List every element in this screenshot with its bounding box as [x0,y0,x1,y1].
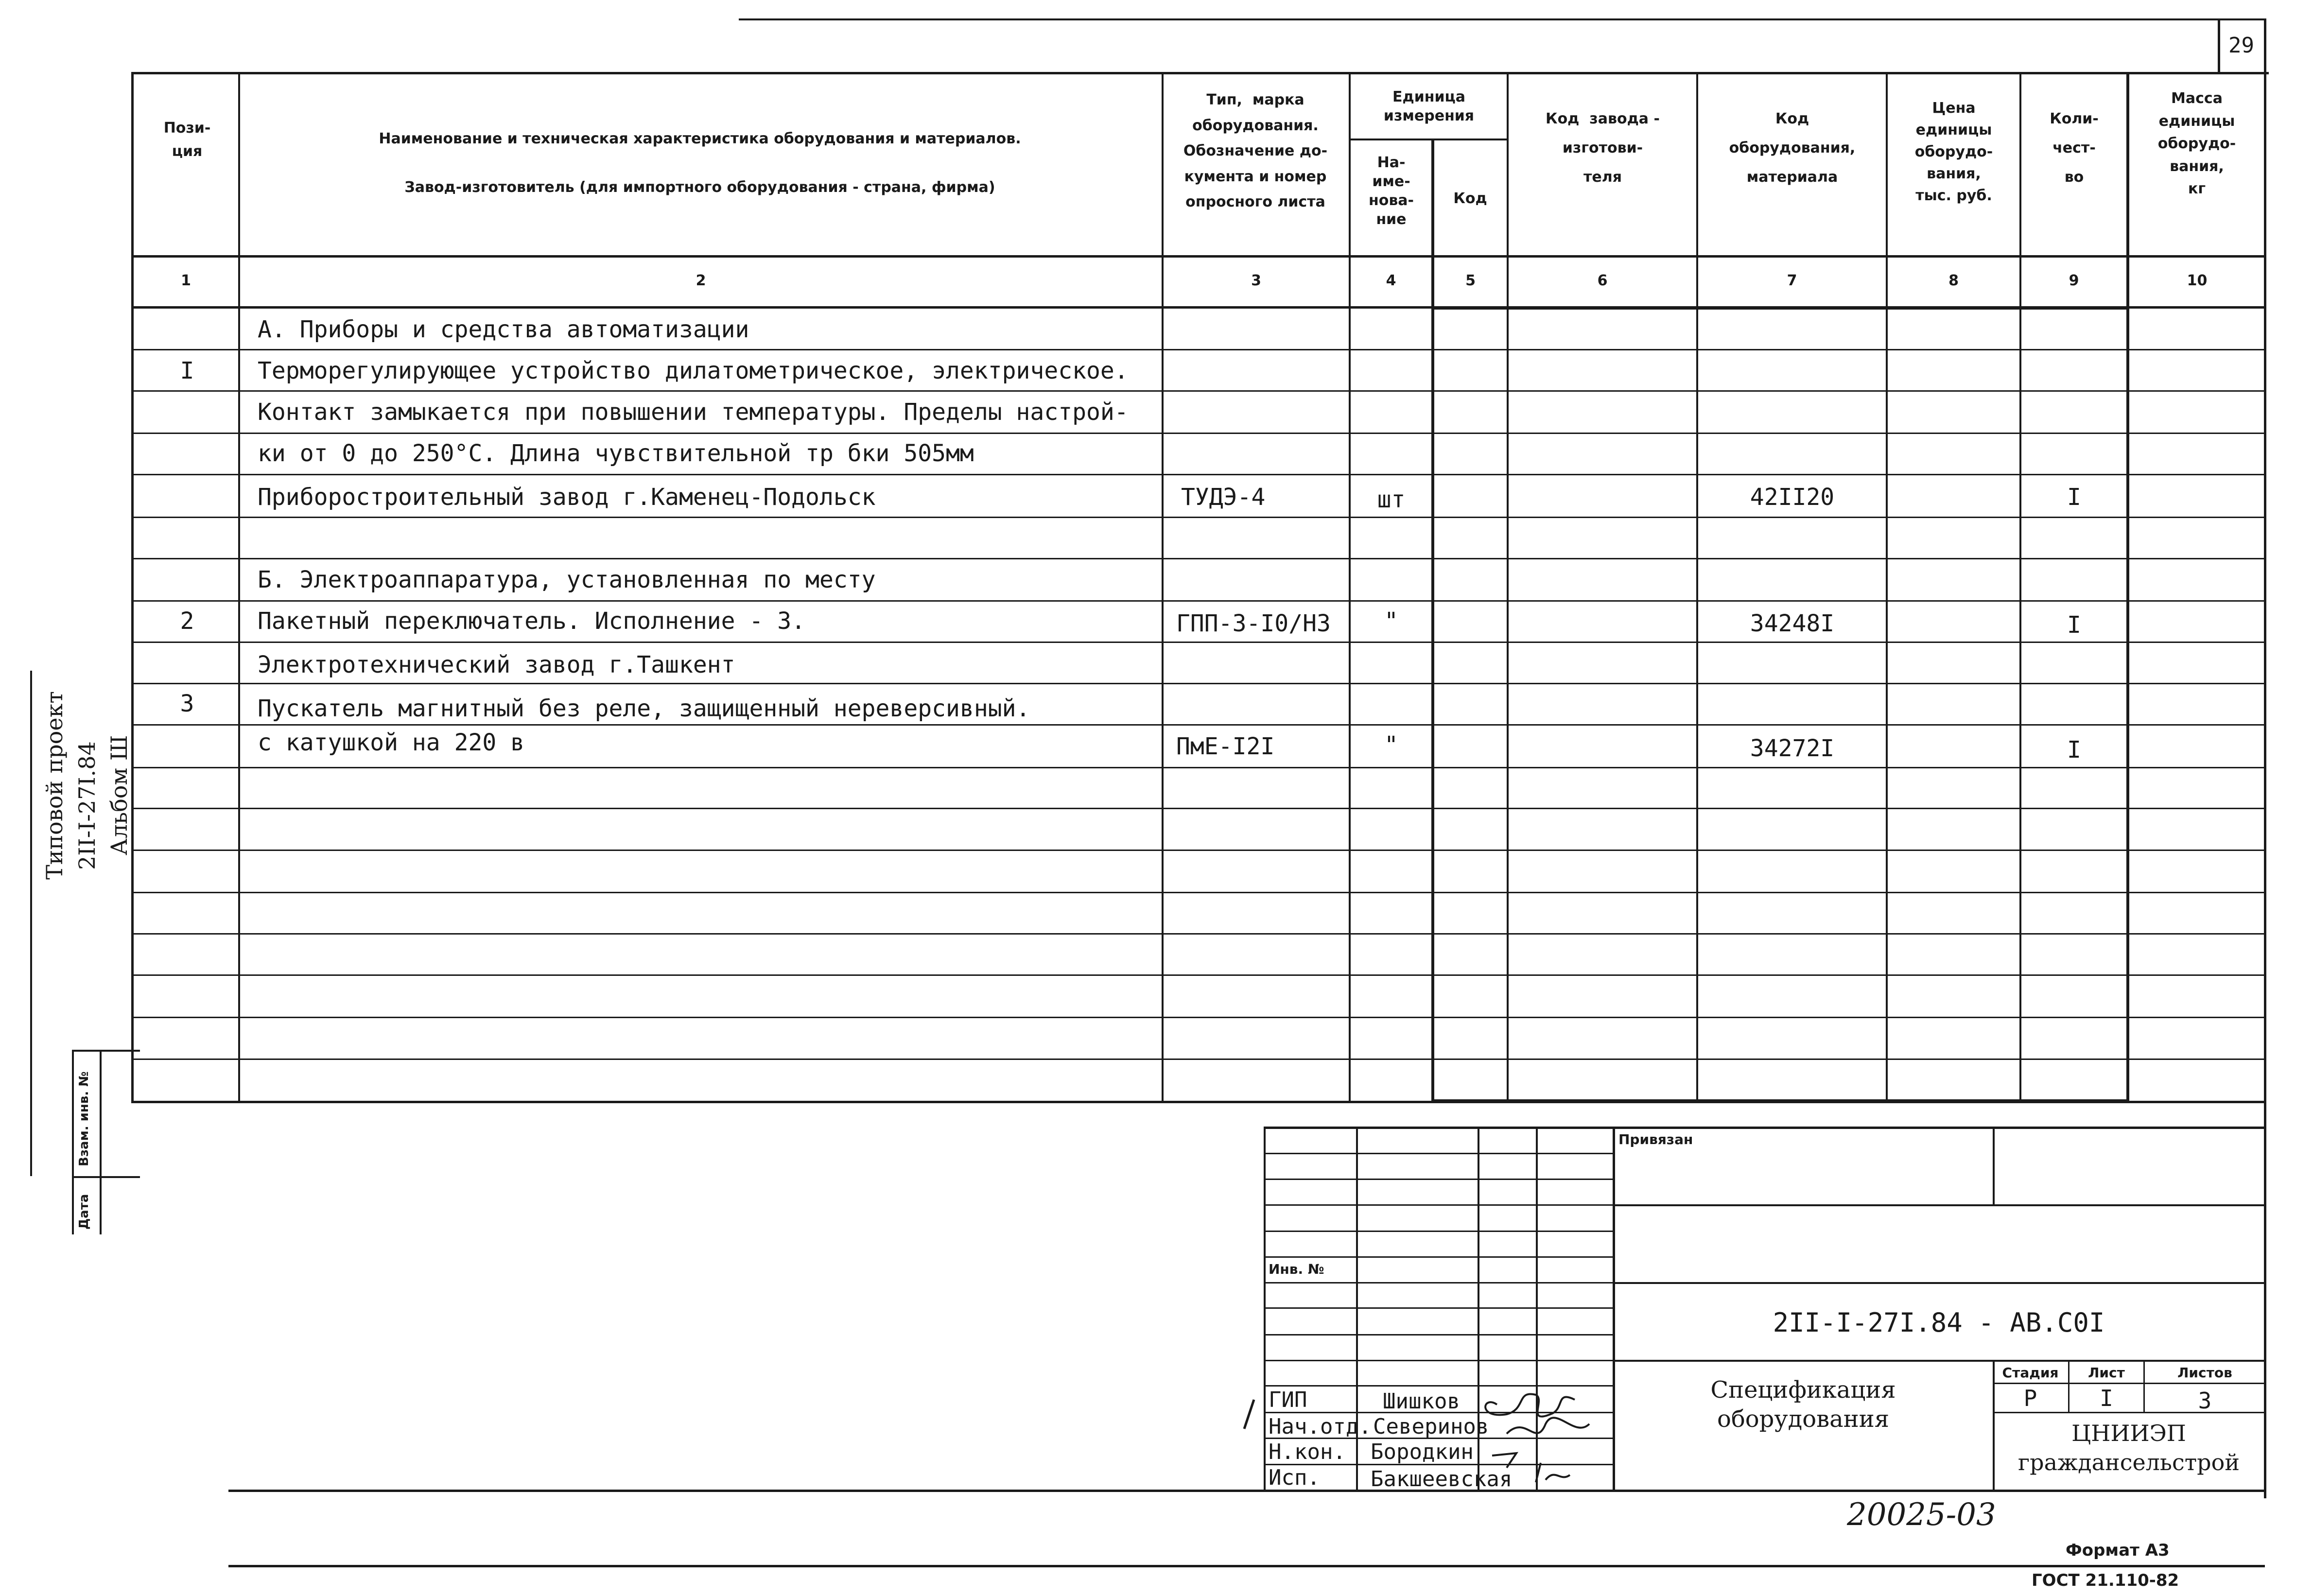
row-name: Пакетный переключатель. Исполнение - 3. [258,607,806,635]
header-unit: Единица измерения [1383,88,1475,124]
tb-role-name: Бородкин [1371,1440,1474,1464]
row-line [131,850,2265,851]
tb-role: Нач.отд. [1269,1414,1372,1439]
col-sep-7 [1886,72,1888,1102]
header-unit-name: На- име- нова- ние [1368,154,1414,228]
row-unit: " [1384,731,1398,759]
row-line [131,974,2265,976]
row-name: А. Приборы и средства автоматизации [258,316,749,343]
col-sep-9 [2126,72,2129,1102]
tb-role-name: Шишков [1383,1389,1460,1414]
col-sep-5 [1507,72,1509,1102]
row-line [131,558,2265,559]
gost-label: ГОСТ 21.110-82 [2032,1571,2179,1590]
tb-right-row [1613,1360,2265,1362]
tb-doc-title: Спецификация оборудования [1710,1376,1896,1433]
tb-stage-label: Стадия [2002,1365,2059,1381]
unit-subheader-line [1349,139,1507,140]
tb-row [1264,1231,1614,1232]
row-line [131,390,2265,392]
side-stamp-line2: 2II-I-27I.84 [74,741,100,870]
tb-role: Н.кон. [1269,1440,1346,1464]
header-position: Пози- ция [163,120,211,160]
header-name-line2: Завод-изготовитель (для импортного оборудования - страна, фирма) [404,179,995,196]
handwritten-number: 20025-03 [1847,1497,1996,1533]
col-sep-6 [1696,72,1698,1102]
col-sep-3 [1349,72,1351,1102]
row-line [131,474,2265,475]
row-line [131,433,2265,434]
tb-row [1264,1179,1614,1180]
row-quantity: I [2067,611,2081,639]
body-thick-bottom [1431,1099,2129,1103]
col-sep-2 [1162,72,1164,1102]
tb-sheets-value: 3 [2198,1388,2212,1414]
tb-role: Исп. [1269,1465,1320,1490]
colnum-9: 9 [2069,272,2079,289]
header-type: Тип, марка оборудования. Обозначение до- кумента и номер опросного листа [1183,91,1328,210]
row-name: Терморегулирующее устройство дилатометрическое, электрическое. [258,357,1129,384]
row-line [131,724,2265,726]
colnum-5: 5 [1465,272,1476,289]
row-line [131,683,2265,684]
tb-doc-code: 2II-I-27I.84 - АВ.С0I [1773,1307,2105,1338]
sheet-number: 29 [2228,33,2254,58]
row-position: I [180,357,194,384]
format-label: Формат А3 [2066,1541,2170,1560]
row-position: 2 [180,607,194,635]
col-sep-1 [238,72,240,1102]
tb-row [1264,1282,1614,1284]
tb-sheet-label: Лист [2088,1365,2125,1381]
colnum-4: 4 [1386,272,1396,289]
tb-row [1264,1307,1614,1309]
tb-row [1264,1153,1614,1154]
body-thick-top [1431,306,2129,310]
row-position: 3 [180,690,194,717]
row-quantity: I [2067,736,2081,763]
colnum-10: 10 [2187,272,2208,289]
colnum-1: 1 [181,272,191,289]
tb-right-row [1613,1282,2265,1284]
side-stamp-line3: Альбом Ш [106,735,132,855]
tb-inv-label: Инв. № [1269,1261,1324,1277]
header-quantity: Коли- чест- во [2050,110,2099,186]
tb-top [1264,1127,2265,1129]
table-left-line [131,72,134,1102]
side-date-label: Дата [77,1194,91,1230]
row-type: ПмЕ-I2I [1176,733,1275,760]
header-plant-code: Код завода - изготови- теля [1546,110,1660,186]
header-price: Цена единицы оборудо- вания, тыс. руб. [1914,100,1993,204]
header-equipment-code: Код оборудования, материала [1729,110,1856,186]
tb-role-name: Северинов [1373,1414,1489,1439]
side-box-top [72,1050,140,1052]
tb-row [1264,1256,1614,1258]
tb-role-name: Бакшеевская [1371,1467,1513,1492]
side-stamp-rule [30,671,32,1176]
table-top-line [131,72,2265,74]
row-name: Приборостроительный завод г.Каменец-Подольск [258,484,876,511]
side-stamp-line1: Типовой проект [41,691,68,880]
tb-org-line1: ЦНИИЭП [2071,1420,2186,1446]
row-unit: " [1384,607,1398,635]
row-type: ГПП-3-I0/Н3 [1176,610,1331,637]
header-mass: Масса единицы оборудо- вания, кг [2157,90,2236,197]
row-line [131,767,2265,768]
row-line [131,892,2265,893]
tb-attached-divider [1993,1127,1995,1205]
header-unit-code: Код [1453,190,1487,207]
row-name: с катушкой на 220 в [258,729,525,756]
row-code: 34248I [1750,610,1835,637]
colnum-3: 3 [1251,272,1261,289]
row-line [131,808,2265,809]
footer-line [228,1565,2265,1567]
row-unit: шт [1377,486,1406,513]
row-line [131,933,2265,935]
tb-attached-label: Привязан [1618,1131,1693,1147]
tb-role: ГИП [1269,1388,1307,1412]
row-line [131,1058,2265,1060]
colnum-7: 7 [1787,272,1797,289]
row-type: ТУДЭ-4 [1181,484,1266,511]
header-name-line1: Наименование и техническая характеристика оборудования и материалов. [379,130,1021,147]
colnum-6: 6 [1597,272,1608,289]
row-code: 42II20 [1750,484,1835,511]
tb-sheet-value: I [2100,1385,2113,1411]
tb-right-row [1613,1204,2265,1206]
row-line [131,600,2265,602]
side-box-mid [72,1176,140,1178]
row-name: Контакт замыкается при повышении температуры. Пределы настрой- [258,399,1129,426]
colnum-8: 8 [1948,272,1959,289]
col-sep-8 [2019,72,2021,1102]
row-line [131,1017,2265,1018]
tb-row [1264,1334,1614,1336]
row-line [131,517,2265,518]
tb-row [1264,1204,1614,1206]
tb-sheets-label: Листов [2177,1365,2232,1381]
row-name: Пускатель магнитный без реле, защищенный нереверсивный. [258,695,1030,722]
row-name: Б. Электроаппаратура, установленная по месту [258,566,876,593]
row-code: 34272I [1750,735,1835,762]
top-border [739,18,2265,20]
tb-org-line2: граждансельстрой [2018,1449,2240,1475]
row-name: Электротехнический завод г.Ташкент [258,651,735,678]
colnum-2: 2 [696,272,706,289]
signature-marks [1235,1370,1614,1497]
row-line [131,349,2265,350]
tb-stage-row1 [1993,1383,2265,1384]
side-box-left [72,1050,74,1234]
header-bottom-line [131,255,2265,258]
tb-stage-value: Р [2023,1385,2037,1411]
row-line [131,642,2265,643]
tb-row [1264,1360,1614,1361]
row-quantity: I [2067,484,2081,511]
side-box-divider [100,1050,102,1234]
side-inv-label: Взам. инв. № [77,1071,91,1166]
row-name: ки от 0 до 250°С. Длина чувствительной тр бки 505мм [258,440,974,467]
